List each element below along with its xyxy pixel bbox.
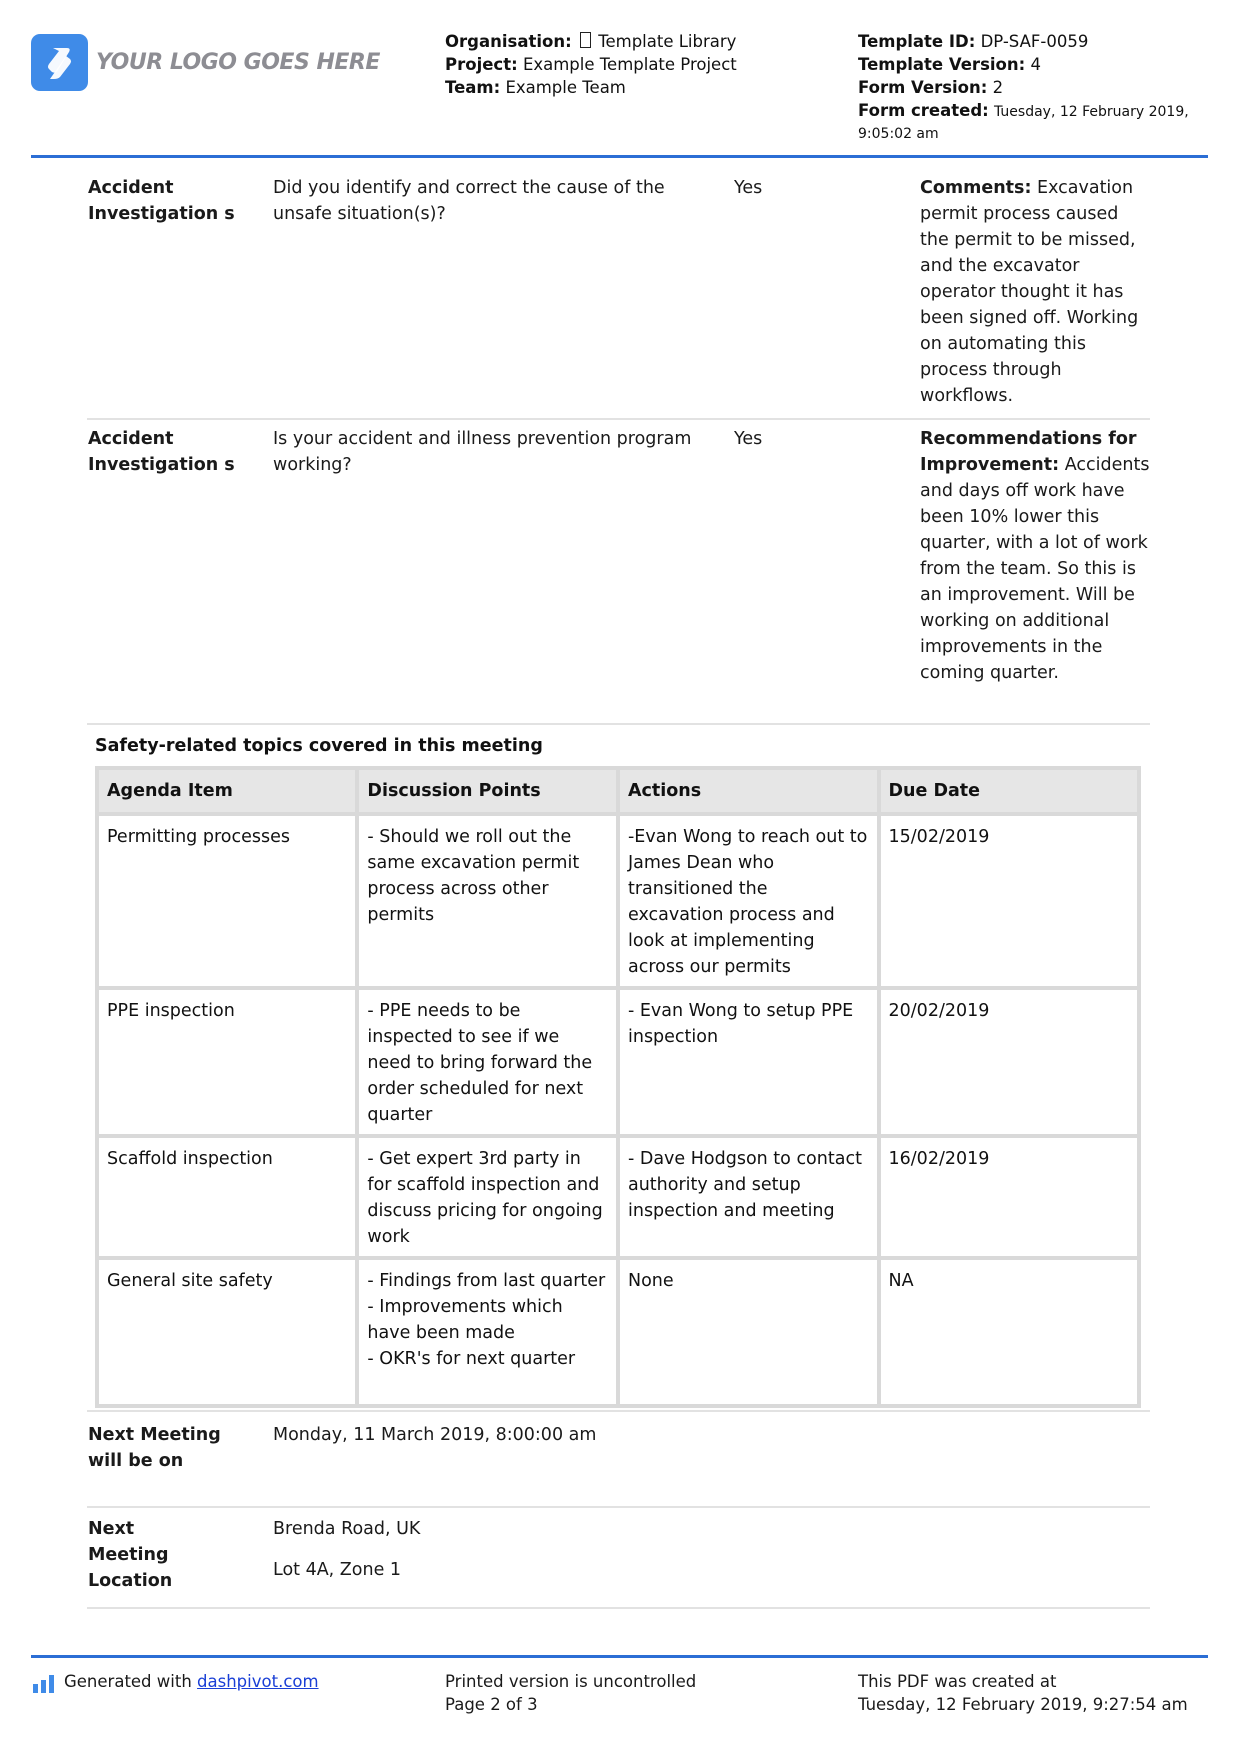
discussion-cell: - Should we roll out the same excavation permit process across other permits <box>357 814 618 988</box>
dashpivot-link[interactable]: dashpivot.com <box>197 1672 319 1691</box>
recommendations-text: Accidents and days off work have been 10% lower this quarter, with a lot of work from the team. So this is an improvement. Will be working on additional improvements in the coming quarter. <box>920 455 1150 683</box>
actions-cell: -Evan Wong to reach out to James Dean who transitioned the excavation process and look at implementing across our permits <box>618 814 879 988</box>
pdf-created-time: Tuesday, 12 February 2019, 9:27:54 am <box>858 1695 1188 1714</box>
agenda-item-cell: PPE inspection <box>97 988 357 1136</box>
row-divider <box>87 723 1150 725</box>
project-line <box>445 53 737 76</box>
table-row <box>97 988 1139 1136</box>
template-version-value: 4 <box>1030 55 1041 74</box>
template-id-line <box>858 30 1088 53</box>
due-date-cell: 16/02/2019 <box>879 1136 1139 1258</box>
row-category: Accident Investigation s <box>88 429 235 475</box>
bar-chart-icon <box>33 1675 55 1693</box>
due-date-cell: 15/02/2019 <box>879 814 1139 988</box>
column-header: Actions <box>618 768 879 814</box>
discussion-cell: - Findings from last quarter - Improvements which have been made - OKR's for next quarter <box>357 1258 618 1406</box>
due-date-cell: NA <box>879 1258 1139 1406</box>
agenda-item-cell: General site safety <box>97 1258 357 1406</box>
actions-cell: - Evan Wong to setup PPE inspection <box>618 988 879 1136</box>
printed-notice: Printed version is uncontrolled <box>445 1672 697 1691</box>
form-created-label: Form created: <box>858 101 989 120</box>
organisation-value: Template Library <box>598 32 737 51</box>
row-category: Accident Investigation s <box>88 178 235 224</box>
row-divider <box>87 1506 1150 1508</box>
project-label: Project: <box>445 55 518 74</box>
form-created-time: 9:05:02 am <box>858 126 939 142</box>
organisation-line <box>445 30 736 53</box>
header-divider <box>31 155 1208 158</box>
row-divider <box>87 1410 1150 1412</box>
row-answer: Yes <box>734 429 763 449</box>
table-row <box>97 1258 1139 1406</box>
template-version-label: Template Version: <box>858 55 1026 74</box>
actions-cell: - Dave Hodgson to contact authority and setup inspection and meeting <box>618 1136 879 1258</box>
template-version-line <box>858 53 1041 76</box>
template-id-label: Template ID: <box>858 32 976 51</box>
due-date-cell: 20/02/2019 <box>879 988 1139 1136</box>
organisation-label: Organisation: <box>445 32 572 51</box>
next-meeting-date-value: Monday, 11 March 2019, 8:00:00 am <box>273 1425 597 1445</box>
row-divider <box>87 418 1150 420</box>
actions-cell: None <box>618 1258 879 1406</box>
row-answer: Yes <box>734 178 763 198</box>
row-question: Is your accident and illness prevention program working? <box>273 429 692 475</box>
next-meeting-location-line1: Brenda Road, UK <box>273 1519 421 1539</box>
form-created-line <box>858 99 1189 124</box>
next-meeting-date-label: Next Meeting will be on <box>88 1425 221 1471</box>
team-value: Example Team <box>505 78 626 97</box>
column-header: Discussion Points <box>357 768 618 814</box>
form-created-value: Tuesday, 12 February 2019, <box>994 104 1189 120</box>
comments-label: Comments: <box>920 178 1032 198</box>
table-row <box>97 814 1139 988</box>
generated-prefix: Generated with <box>64 1672 192 1691</box>
logo-text: YOUR LOGO GOES HERE <box>96 50 380 75</box>
form-version-label: Form Version: <box>858 78 988 97</box>
row-recommendations <box>920 426 1156 686</box>
organisation-icon <box>580 32 591 48</box>
form-version-value: 2 <box>992 78 1004 97</box>
next-meeting-location-line2: Lot 4A, Zone 1 <box>273 1560 402 1580</box>
form-version-line <box>858 76 1003 99</box>
pdf-created-label: This PDF was created at <box>858 1672 1057 1691</box>
agenda-title: Safety-related topics covered in this meeting <box>95 736 543 756</box>
row-divider <box>87 1607 1150 1609</box>
table-header-row <box>97 768 1139 814</box>
team-label: Team: <box>445 78 501 97</box>
discussion-cell: - Get expert 3rd party in for scaffold inspection and discuss pricing for ongoing work <box>357 1136 618 1258</box>
row-question: Did you identify and correct the cause of the unsafe situation(s)? <box>273 178 665 224</box>
comments-text: Excavation permit process caused the permit to be missed, and the excavator operator thought it has been signed off. Working on automating this process through workflows. <box>920 178 1139 406</box>
next-meeting-location-label: Next Meeting Location <box>88 1519 173 1591</box>
recommendations-label: Recommendations for Improvement: <box>920 429 1137 475</box>
page-number: Page 2 of 3 <box>445 1695 538 1714</box>
agenda-item-cell: Permitting processes <box>97 814 357 988</box>
template-id-value: DP-SAF-0059 <box>980 32 1089 51</box>
footer-divider <box>31 1655 1208 1658</box>
logo-icon <box>31 34 88 91</box>
team-line <box>445 76 626 99</box>
table-row <box>97 1136 1139 1258</box>
column-header: Due Date <box>879 768 1139 814</box>
discussion-cell: - PPE needs to be inspected to see if we need to bring forward the order scheduled for next quarter <box>357 988 618 1136</box>
row-comments <box>920 175 1152 409</box>
project-value: Example Template Project <box>522 55 737 74</box>
column-header: Agenda Item <box>97 768 357 814</box>
agenda-item-cell: Scaffold inspection <box>97 1136 357 1258</box>
agenda-table <box>95 766 1141 1408</box>
generated-with <box>64 1670 319 1693</box>
